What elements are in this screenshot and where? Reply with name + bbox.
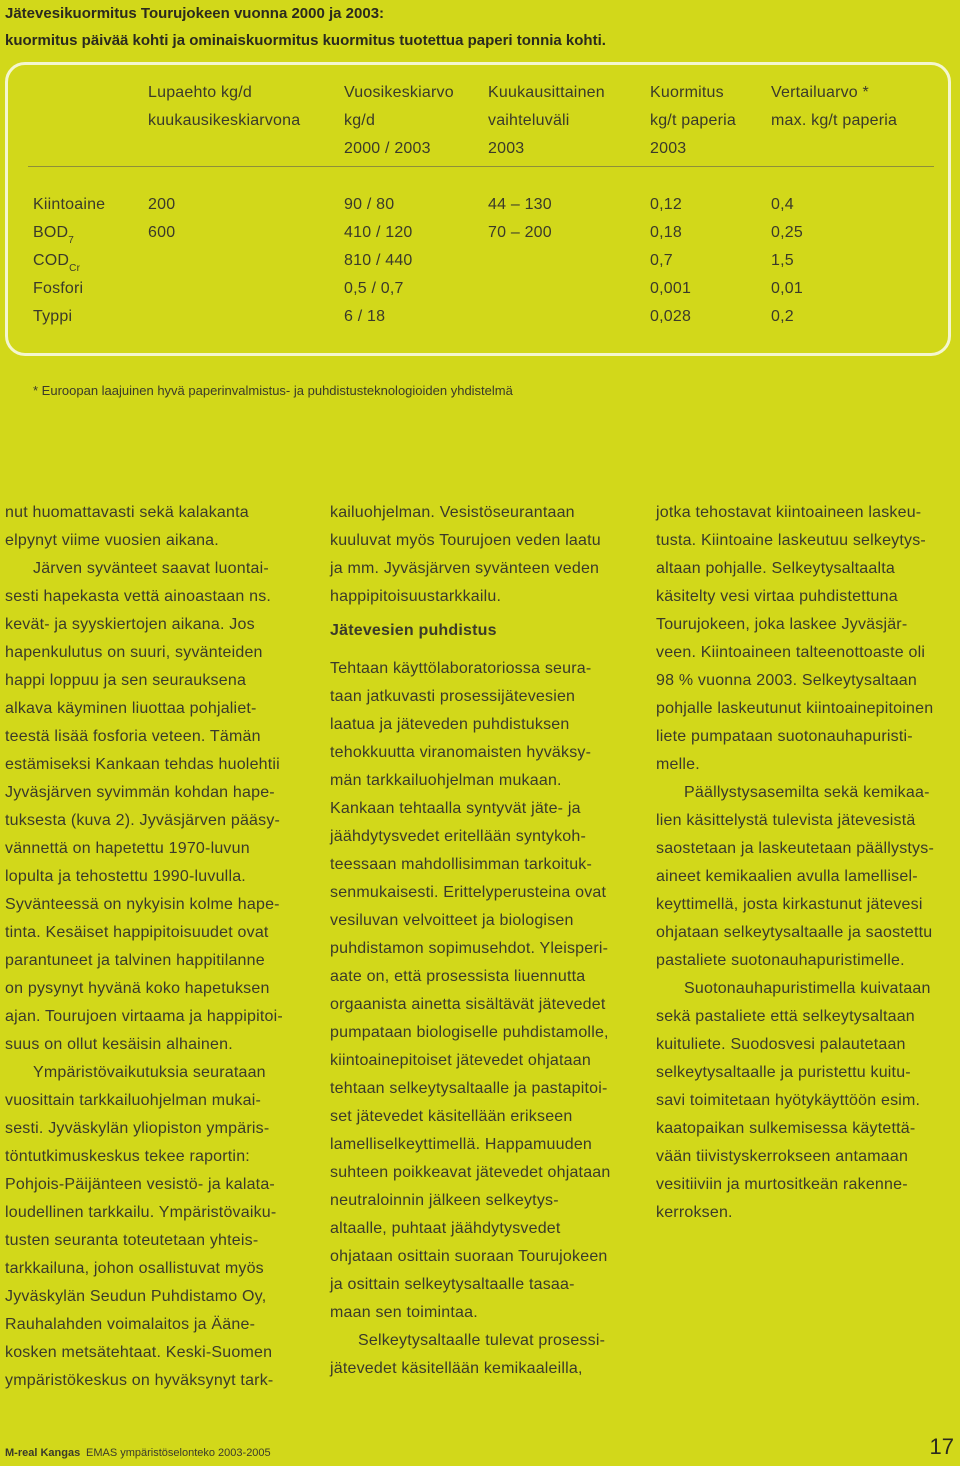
table-cell: 810 / 440: [344, 252, 413, 269]
text-line: kosken metsätehtaat. Keski-Suomen: [5, 1344, 273, 1361]
paragraph: [330, 499, 635, 611]
row-label-text: Fosfori: [33, 280, 84, 297]
table-cell: 0,2: [771, 308, 794, 325]
table-header-cell: 2000 / 2003: [344, 140, 431, 157]
text-line: vään tiivistyskerrokseen antamaan: [656, 1148, 909, 1165]
text-line: ympäristökeskus on hyväksynyt tark-: [5, 1372, 274, 1389]
text-line: tusten seuranta toteutetaan yhteis-: [5, 1232, 259, 1249]
text-line: melle.: [656, 756, 700, 773]
text-line: 98 % vuonna 2003. Selkeytysaltaan: [656, 672, 917, 689]
table-row-label: [33, 191, 105, 219]
text-line: tusta. Kiintoaine laskeutuu selkeytys-: [656, 532, 926, 549]
table-header-cell: Vuosikeskiarvo: [344, 84, 454, 101]
footer-text: EMAS ympäristöselonteko 2003-2005: [86, 1447, 271, 1459]
text-line: selkeytysaltaalle ja puristettu kuitu-: [656, 1064, 911, 1081]
text-line: vuosittain tarkkailuohjelman mukai-: [5, 1092, 261, 1109]
text-line: Päällystysasemilta sekä kemikaa-: [684, 784, 930, 801]
table-row-label: [33, 275, 83, 303]
table-cell: 44 – 130: [488, 196, 552, 213]
text-line: kerroksen.: [656, 1204, 733, 1221]
table-header-cell: kg/t paperia: [650, 112, 737, 129]
text-line: liete pumpataan suotonauhapuristi-: [656, 728, 913, 745]
table-cell: 0,25: [771, 224, 803, 241]
paragraph: [330, 655, 635, 1327]
table-header-cell: Vertailuarvo *: [771, 84, 869, 101]
text-column-1: [5, 499, 310, 1395]
text-line: sesti. Jyväskylän yliopiston ympäris-: [5, 1120, 270, 1137]
paragraph: [656, 499, 960, 779]
paragraph: [656, 779, 960, 975]
text-line: pumpataan biologiselle puhdistamolle,: [330, 1024, 609, 1041]
table-cell: 0,028: [650, 308, 692, 325]
text-line: saostetaan ja laskeutetaan päällystys-: [656, 840, 934, 857]
table-header-cell: kuukausikeskiarvona: [148, 112, 301, 129]
table-header-cell: max. kg/t paperia: [771, 112, 898, 129]
text-line: puhdistamon sopimusehdot. Yleisperi-: [330, 940, 609, 957]
text-line: Selkeytysaltaalle tulevat prosessi-: [358, 1332, 606, 1349]
text-line: män tarkkailuohjelman mukaan.: [330, 772, 562, 789]
text-line: taan jatkuvasti prosessijätevesien: [330, 688, 576, 705]
table-row-label: [33, 303, 72, 331]
table-footnote: * Euroopan laajuinen hyvä paperinvalmistus- ja puhdistusteknologioiden yhdistelmä: [33, 383, 513, 398]
text-line: ohjataan osittain suoraan Tourujokeen: [330, 1248, 608, 1265]
row-label-text: Kiintoaine: [33, 196, 106, 213]
text-line: loudellinen tarkkailu. Ympäristövaiku-: [5, 1204, 277, 1221]
text-line: tehokkuutta viranomaisten hyväksy-: [330, 744, 592, 761]
text-line: töntutkimuskeskus tekee raportin:: [5, 1148, 250, 1165]
text-line: veen. Kiintoaineen talteenottoaste oli: [656, 644, 926, 661]
text-line: laatua ja jäteveden puhdistuksen: [330, 716, 570, 733]
text-line: vesiluvan velvoitteet ja biologisen: [330, 912, 574, 929]
table-cell: 0,12: [650, 196, 682, 213]
table-cell: 600: [148, 224, 176, 241]
table-cell: 0,001: [650, 280, 692, 297]
text-line: hapenkulutus on suuri, syvänteiden: [5, 644, 263, 661]
text-column-3: [656, 499, 960, 1227]
table-cell: 70 – 200: [488, 224, 552, 241]
title-line-2: kuormitus päivää kohti ja ominaiskuormitus kuormitus tuotettua paperi tonnia kohti.: [5, 32, 606, 49]
paragraph: [5, 499, 310, 555]
text-line: pastaliete suotonauhapuristimelle.: [656, 952, 905, 969]
text-line: kaatopaikan sulkemisessa käytettä-: [656, 1120, 916, 1137]
text-line: sesti hapekasta vettä ainoastaan ns.: [5, 588, 272, 605]
text-line: tehtaan selkeytysaltaalle ja pastapitoi-: [330, 1080, 608, 1097]
text-line: senmukaisesti. Erittelyperusteina ovat: [330, 884, 607, 901]
table-cell: 0,01: [771, 280, 803, 297]
table-row-label: [33, 247, 80, 277]
text-line: teestä lisää fosforia veteen. Tämän: [5, 728, 261, 745]
text-line: altaan pohjalle. Selkeytysaltaalta: [656, 560, 895, 577]
row-label-subscript: Cr: [69, 263, 81, 274]
text-line: aate on, että prosessista liuennutta: [330, 968, 586, 985]
paragraph: [5, 1059, 310, 1395]
table-cell: 0,5 / 0,7: [344, 280, 404, 297]
table-cell: 410 / 120: [344, 224, 413, 241]
text-line: tuksesta (kuva 2). Jyväsjärven pääsy-: [5, 812, 281, 829]
text-line: Suotonauhapuristimella kuivataan: [684, 980, 931, 997]
text-line: ajan. Tourujoen virtaama ja happipitoi-: [5, 1008, 283, 1025]
table-cell: 0,18: [650, 224, 682, 241]
text-line: altaalle, puhtaat jäähdytysvedet: [330, 1220, 561, 1237]
text-line: jotka tehostavat kiintoaineen laskeu-: [656, 504, 922, 521]
text-line: keyttimellä, josta kirkastunut jätevesi: [656, 896, 923, 913]
text-line: tarkkailuna, johon osallistuvat myös: [5, 1260, 264, 1277]
text-line: jäähdytysvedet eritellään syntykoh-: [330, 828, 587, 845]
text-line: kevät- ja syyskiertojen aikana. Jos: [5, 616, 255, 633]
text-line: elpynyt viime vuosien aikana.: [5, 532, 219, 549]
text-line: set jätevedet käsitellään erikseen: [330, 1108, 573, 1125]
text-line: Kankaan tehtaalla syntyvät jäte- ja: [330, 800, 581, 817]
text-line: lamelliselkeyttimellä. Happamuuden: [330, 1136, 593, 1153]
text-line: kailuohjelman. Vesistöseurantaan: [330, 504, 575, 521]
paragraph: [5, 555, 310, 1059]
table-header-cell: 2003: [650, 140, 687, 157]
table-cell: 0,4: [771, 196, 794, 213]
text-line: Jyväsjärven syvimmän kohdan hape-: [5, 784, 275, 801]
text-line: aineet kemikaalien avulla lamellisel-: [656, 868, 918, 885]
text-line: ja mm. Jyväsjärven syvänteen veden: [330, 560, 600, 577]
footer-brand: M-real Kangas: [5, 1447, 81, 1459]
row-label-text: Typpi: [33, 308, 73, 325]
table-header-cell: kg/d: [344, 112, 376, 129]
text-line: alkava käyminen liuottaa pohjaliet-: [5, 700, 257, 717]
text-line: vesitiiviin ja murtositkeän rakenne-: [656, 1176, 908, 1193]
text-line: on pysynyt hyvänä koko hapetuksen: [5, 980, 270, 997]
text-line: ja osittain selkeytysaltaalle tasaa-: [330, 1276, 575, 1293]
table-cell: 1,5: [771, 252, 794, 269]
table-header-cell: vaihteluväli: [488, 112, 570, 129]
row-label-subscript: 7: [68, 235, 75, 246]
text-column-2: [330, 499, 635, 1383]
text-line: Järven syvänteet saavat luontai-: [33, 560, 269, 577]
text-line: nut huomattavasti sekä kalakanta: [5, 504, 249, 521]
text-line: parantuneet ja talvinen happitilanne: [5, 952, 265, 969]
text-line: kuituliete. Suodosvesi palautetaan: [656, 1036, 906, 1053]
text-line: suus on ollut kesäisin alhainen.: [5, 1036, 233, 1053]
text-line: Jyväskylän Seudun Puhdistamo Oy,: [5, 1288, 267, 1305]
text-line: kiintoainepitoiset jätevedet ohjataan: [330, 1052, 591, 1069]
table-cell: 90 / 80: [344, 196, 395, 213]
text-line: happi loppuu ja sen seurauksena: [5, 672, 247, 689]
text-line: suhteen poikkeavat jätevedet ohjataan: [330, 1164, 611, 1181]
text-line: maan sen toimintaa.: [330, 1304, 478, 1321]
table-header-cell: 2003: [488, 140, 525, 157]
text-line: orgaanista ainetta sisältävät jätevedet: [330, 996, 606, 1013]
table-header-cell: Lupaehto kg/d: [148, 84, 253, 101]
paragraph: [330, 1327, 635, 1383]
table-cell: 0,7: [650, 252, 673, 269]
text-line: Ympäristövaikutuksia seurataan: [33, 1064, 266, 1081]
text-line: ohjataan selkeytysaltaalle ja saostettu: [656, 924, 933, 941]
text-line: jätevedet käsitellään kemikaaleilla,: [330, 1360, 583, 1377]
text-line: neutraloinnin jälkeen selkeytys-: [330, 1192, 559, 1209]
text-line: happipitoisuustarkkailu.: [330, 588, 502, 605]
text-line: Tehtaan käyttölaboratoriossa seura-: [330, 660, 592, 677]
text-line: estämiseksi Kankaan tehdas huolehtii: [5, 756, 280, 773]
text-line: teessaan mahdollisimman tarkoituk-: [330, 856, 593, 873]
section-heading: Jätevesien puhdistus: [330, 622, 497, 639]
table-cell: 6 / 18: [344, 308, 386, 325]
title-line-1: Jätevesikuormitus Tourujokeen vuonna 2000 ja 2003:: [5, 5, 385, 22]
text-line: sekä pastaliete että selkeytysaltaan: [656, 1008, 915, 1025]
text-line: käsitelty vesi virtaa puhdistettuna: [656, 588, 898, 605]
text-line: Tourujokeen, joka laskee Jyväsjär-: [656, 616, 908, 633]
text-line: vännettä on hapetettu 1970-luvun: [5, 840, 250, 857]
text-line: savi toimitetaan hyötykäyttöön esim.: [656, 1092, 921, 1109]
paragraph: [656, 975, 960, 1227]
text-line: pohjalle laskeutunut kiintoainepitoinen: [656, 700, 934, 717]
text-line: lien käsittelystä tulevista jätevesistä: [656, 812, 916, 829]
table-row-label: [33, 219, 74, 249]
text-line: kuuluvat myös Tourujoen veden laatu: [330, 532, 601, 549]
table-cell: 200: [148, 196, 176, 213]
text-line: Rauhalahden voimalaitos ja Ääne-: [5, 1316, 256, 1333]
row-label-text: BOD: [33, 224, 69, 241]
page-title: [5, 0, 955, 54]
text-line: Pohjois-Päijänteen vesistö- ja kalata-: [5, 1176, 275, 1193]
text-line: tinta. Kesäiset happipitoisuudet ovat: [5, 924, 269, 941]
page-number: 17: [929, 1434, 954, 1459]
table-header-cell: Kuukausittainen: [488, 84, 605, 101]
text-line: Syvänteessä on nykyisin kolme hape-: [5, 896, 280, 913]
table-header-cell: Kuormitus: [650, 84, 724, 101]
row-label-text: COD: [33, 252, 70, 269]
table-header-rule: [28, 166, 934, 167]
text-line: lopulta ja tehostettu 1990-luvulla.: [5, 868, 246, 885]
